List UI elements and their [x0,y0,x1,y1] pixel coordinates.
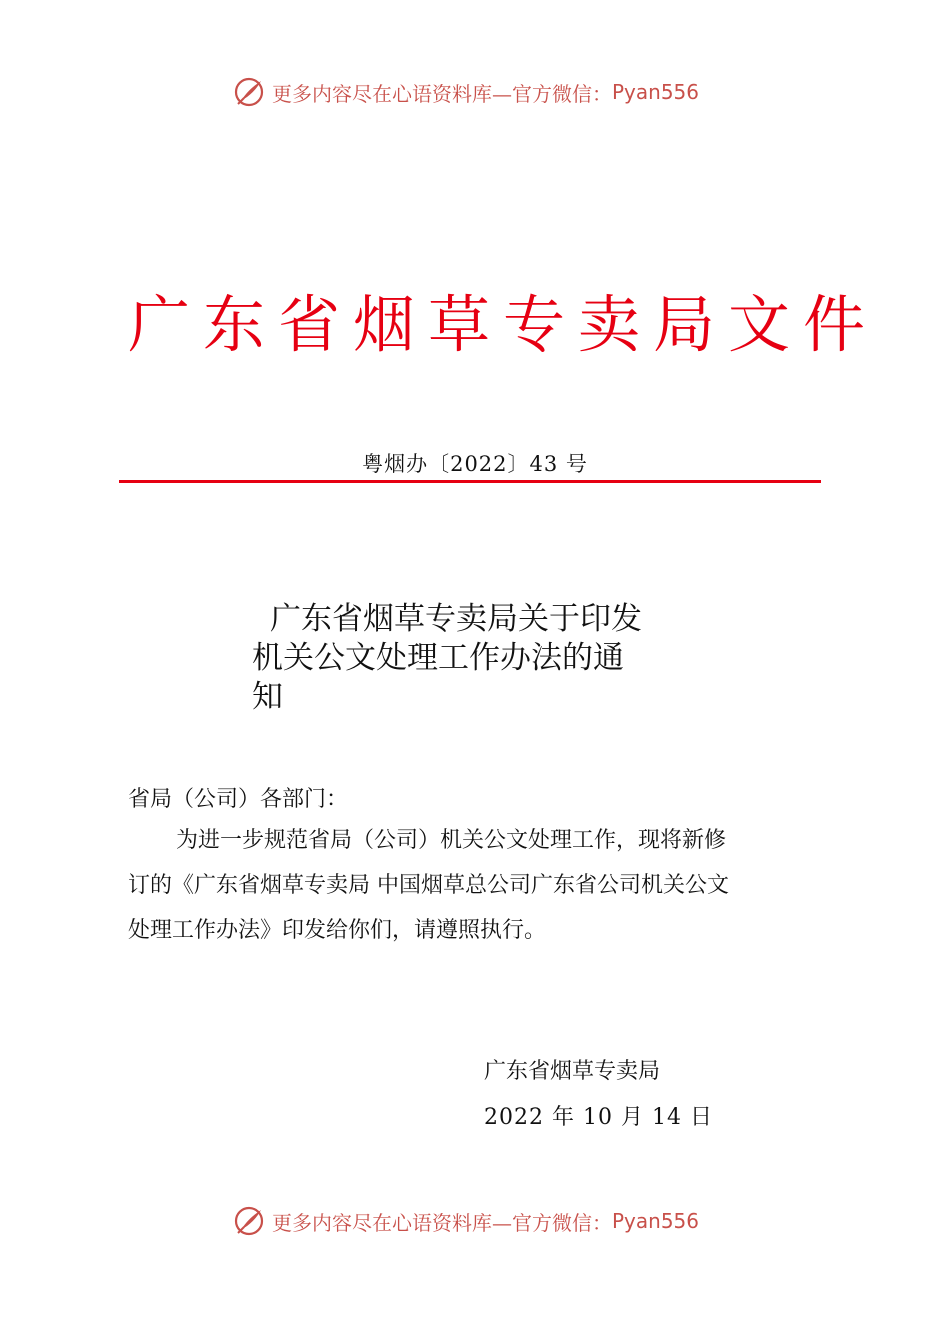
watermark-wechat-id: Pyan556 [612,1209,700,1233]
notice-title-line: 知 [252,679,283,715]
watermark-text: 更多内容尽在心语资料库—官方微信： [272,81,612,106]
watermark-wechat-id: Pyan556 [612,80,700,104]
document-number: 粤烟办〔2022〕43 号 [362,452,588,476]
document-header-title: 广东省烟草专卖局文件 [128,288,879,361]
body-line: 订的《广东省烟草专卖局 中国烟草总公司广东省公司机关公文 [128,873,729,898]
red-divider-line [119,480,821,483]
salutation: 省局（公司）各部门： [128,787,349,812]
body-line: 处理工作办法》印发给你们，请遵照执行。 [128,918,547,943]
watermark-text: 更多内容尽在心语资料库—官方微信： [272,1210,612,1235]
quill-pen-logo-icon [232,75,266,109]
notice-title-line: 广东省烟草专卖局关于印发 [270,601,642,637]
watermark-top [232,74,699,110]
watermark-bottom [232,1203,699,1239]
signature-date: 2022 年 10 月 14 日 [484,1105,713,1130]
body-line: 为进一步规范省局（公司）机关公文处理工作，现将新修 [176,828,727,853]
body-paragraph [128,818,828,953]
notice-title-line: 机关公文处理工作办法的通 [252,640,624,676]
notice-title [252,600,702,717]
signature-issuer: 广东省烟草专卖局 [484,1059,661,1084]
quill-pen-logo-icon [232,1204,266,1238]
